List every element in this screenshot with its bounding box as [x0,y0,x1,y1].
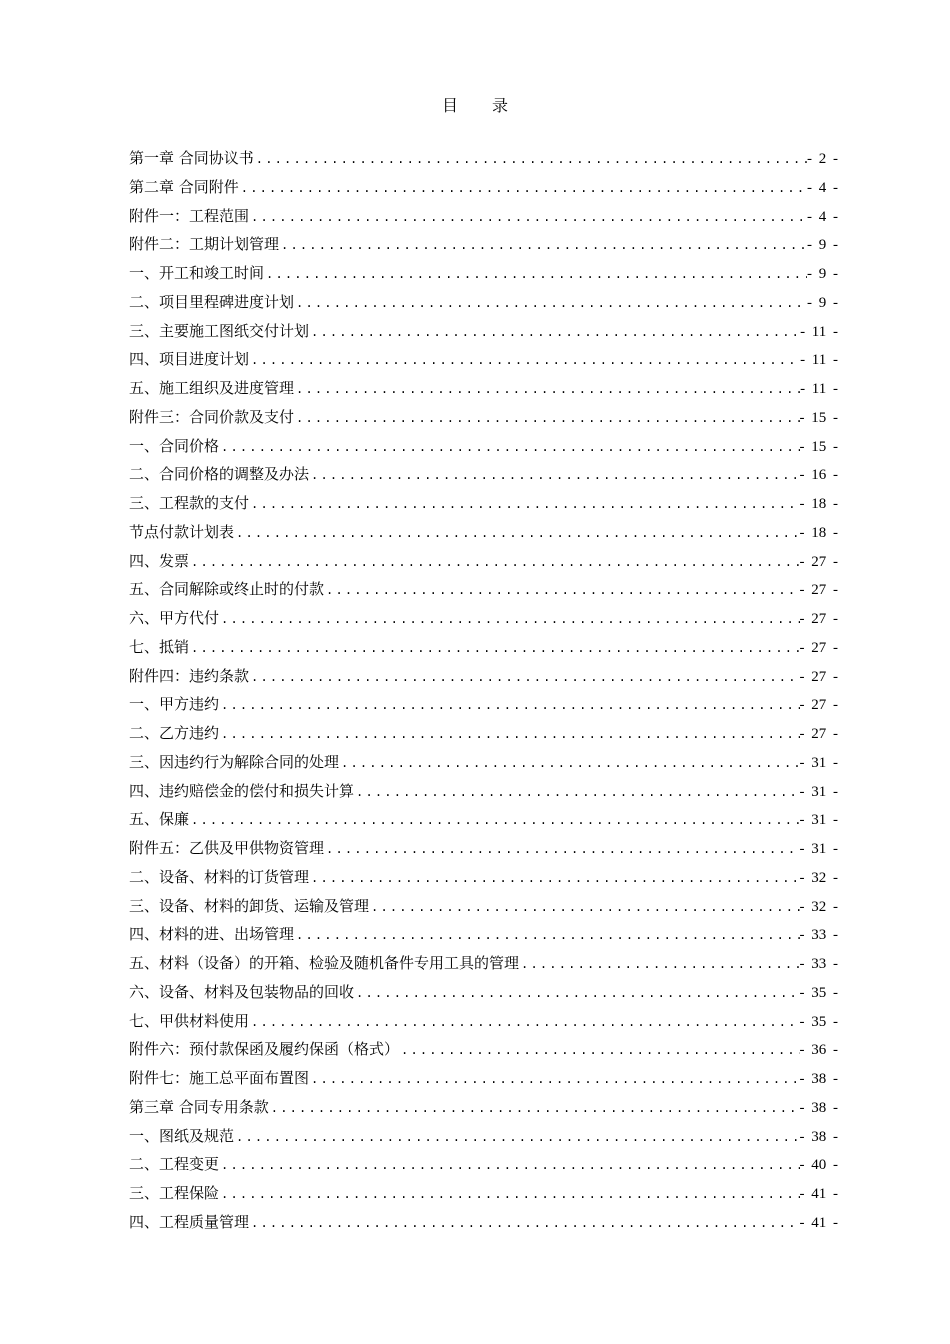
toc-entry-title: 二、项目里程碑进度计划 [129,292,295,311]
toc-dot-leader [294,404,799,432]
toc-entry-page-number: - 18 - [799,496,838,512]
toc-entry-page-number: - 2 - [807,151,838,167]
toc-entry-title: 三、工程保险 [129,1184,220,1202]
toc-entry[interactable] [129,1208,838,1237]
toc-dot-leader [249,203,807,231]
toc-entry[interactable] [129,259,838,288]
toc-entry-page-number: - 41 - [799,1214,838,1231]
toc-dot-leader [249,490,799,518]
toc-entry[interactable] [129,805,838,834]
toc-entry[interactable] [129,863,838,892]
toc-entry-page-number: - 27 - [799,726,838,742]
toc-dot-leader [239,174,807,202]
toc-dot-leader [219,605,799,633]
toc-entry-page-number: - 15 - [799,438,838,455]
toc-entry-title: 二、乙方违约 [129,724,220,742]
toc-entry-title: 一、开工和竣工时间 [129,264,265,282]
toc-entry[interactable] [129,978,838,1007]
toc-entry[interactable] [129,834,838,863]
toc-entry-page-number: - 35 - [799,984,838,1001]
toc-dot-leader [189,806,799,834]
toc-entry-title: 五、保廉 [129,810,190,829]
toc-entry[interactable] [129,1093,838,1122]
toc-entry-page-number: - 9 - [807,237,838,254]
toc-dot-leader [294,289,807,317]
toc-entry-title: 五、材料（设备）的开箱、检验及随机备件专用工具的管理 [129,954,520,972]
toc-entry[interactable] [129,719,838,748]
toc-dot-leader [309,461,799,489]
toc-entry[interactable] [129,317,838,346]
toc-entry-page-number: - 38 - [799,1071,838,1087]
toc-dot-leader [219,720,799,748]
toc-dot-leader [294,921,799,949]
toc-entry-page-number: - 27 - [799,668,838,685]
toc-entry-page-number: - 36 - [799,1042,838,1059]
toc-entry-title: 附件一：工程范围 [129,206,250,225]
toc-dot-leader [309,864,799,892]
toc-entry[interactable] [129,690,838,719]
toc-dot-leader [294,375,800,403]
toc-entry-title: 附件三：合同价款及支付 [129,407,295,426]
toc-entry[interactable] [129,777,838,806]
toc-entry-title: 六、甲方代付 [129,609,220,627]
toc-entry-title: 五、施工组织及进度管理 [129,379,295,397]
toc-entry-title: 一、合同价格 [129,436,220,455]
toc-entry-page-number: - 38 - [799,1099,838,1116]
toc-entry-page-number: - 11 - [800,352,838,369]
toc-entry-page-number: - 27 - [799,611,838,627]
toc-dot-leader [354,979,799,1007]
toc-entry-page-number: - 38 - [799,1128,838,1145]
toc-dot-leader [249,1008,799,1036]
toc-entry[interactable] [129,460,838,489]
toc-dot-leader [234,1123,799,1151]
toc-dot-leader [309,318,800,346]
toc-entry-page-number: - 18 - [799,524,838,541]
toc-entry-page-number: - 40 - [799,1157,838,1174]
toc-dot-leader [354,778,799,806]
toc-dot-leader [249,346,800,374]
toc-entry-page-number: - 32 - [799,898,838,915]
toc-entry[interactable] [129,230,838,259]
toc-dot-leader [254,145,807,173]
toc-entry-title: 三、主要施工图纸交付计划 [129,321,310,340]
toc-entry[interactable] [129,432,838,461]
toc-entry-page-number: - 9 - [807,294,838,311]
toc-dot-leader [324,835,799,863]
toc-title-part-2: 录 [492,96,509,115]
toc-entry[interactable] [129,1122,838,1151]
toc-dot-leader [309,1065,799,1093]
toc-entry-title: 附件四：违约条款 [129,666,250,685]
toc-entry-title: 一、图纸及规范 [129,1126,235,1145]
toc-entry-page-number: - 35 - [799,1013,838,1030]
toc-entry-title: 三、工程款的支付 [129,494,250,512]
toc-entry[interactable] [129,518,838,547]
toc-entry-title: 二、设备、材料的订货管理 [129,867,310,886]
toc-entry-page-number: - 27 - [799,553,838,570]
toc-entry-title: 节点付款计划表 [129,522,235,541]
toc-entry[interactable] [129,288,838,317]
toc-entry-page-number: - 31 - [799,812,838,829]
toc-dot-leader [279,231,807,259]
toc-dot-leader [219,1151,799,1179]
toc-entry-page-number: - 15 - [799,409,838,426]
toc-dot-leader [369,893,799,921]
toc-entry-title: 四、发票 [129,551,190,570]
toc-entry-page-number: - 4 - [807,208,838,225]
toc-list [129,144,838,1237]
toc-entry-page-number: - 27 - [799,582,838,599]
toc-entry[interactable] [129,949,838,978]
toc-entry-page-number: - 33 - [799,956,838,972]
toc-entry-page-number: - 11 - [800,381,838,397]
toc-entry-page-number: - 31 - [799,841,838,857]
toc-entry-title: 二、合同价格的调整及办法 [129,465,310,484]
toc-dot-leader [324,576,799,604]
toc-entry-page-number: - 41 - [799,1186,838,1202]
toc-dot-leader [219,1180,799,1208]
toc-entry-title: 四、项目进度计划 [129,350,250,369]
toc-entry-title: 四、违约赔偿金的偿付和损失计算 [129,781,355,800]
toc-entry-page-number: - 9 - [807,266,838,282]
toc-entry-title: 六、设备、材料及包装物品的回收 [129,982,355,1001]
toc-dot-leader [264,260,807,288]
toc-entry-title: 附件六：预付款保函及履约保函（格式） [129,1040,400,1059]
toc-entry[interactable] [129,1007,838,1036]
toc-entry-title: 二、工程变更 [129,1155,220,1174]
toc-title-part-1: 目 [441,96,458,115]
toc-entry-title: 第二章 合同附件 [129,177,239,196]
toc-entry-page-number: - 27 - [799,697,838,714]
toc-entry[interactable] [129,633,838,662]
toc-dot-leader [219,691,799,719]
toc-entry-title: 第一章 合同协议书 [129,149,254,167]
toc-entry-page-number: - 31 - [799,754,838,771]
toc-entry-title: 第三章 合同专用条款 [129,1097,269,1116]
toc-entry-page-number: - 4 - [807,179,838,196]
toc-dot-leader [189,634,799,662]
toc-entry-page-number: - 27 - [799,639,838,656]
toc-entry[interactable] [129,1035,838,1064]
toc-dot-leader [269,1094,800,1122]
toc-dot-leader [189,548,799,576]
toc-dot-leader [249,663,799,691]
toc-entry-title: 五、合同解除或终止时的付款 [129,580,325,599]
toc-entry-title: 附件二：工期计划管理 [129,235,280,254]
toc-entry-page-number: - 31 - [799,783,838,800]
toc-entry-page-number: - 32 - [799,869,838,886]
toc-entry-title: 四、工程质量管理 [129,1212,250,1231]
toc-entry-page-number: - 33 - [799,927,838,944]
toc-entry[interactable] [129,604,838,633]
toc-dot-leader [249,1209,799,1237]
toc-dot-leader [234,519,799,547]
toc-title [0,93,950,116]
toc-entry-page-number: - 16 - [799,467,838,484]
toc-entry[interactable] [129,489,838,518]
toc-entry[interactable] [129,144,838,173]
toc-dot-leader [399,1036,799,1064]
toc-entry-title: 附件七：施工总平面布置图 [129,1069,310,1087]
toc-dot-leader [339,749,799,777]
toc-entry[interactable] [129,1150,838,1179]
toc-entry-title: 七、抵销 [129,637,190,656]
toc-dot-leader [519,950,799,978]
toc-entry-title: 附件五：乙供及甲供物资管理 [129,839,325,857]
toc-entry-title: 三、设备、材料的卸货、运输及管理 [129,896,370,915]
toc-entry[interactable] [129,920,838,949]
toc-entry[interactable] [129,575,838,604]
toc-entry[interactable] [129,547,838,576]
toc-entry[interactable] [129,1179,838,1208]
toc-entry-title: 三、因违约行为解除合同的处理 [129,752,340,771]
toc-entry[interactable] [129,173,838,202]
toc-entry-title: 一、甲方违约 [129,695,220,714]
toc-entry-title: 四、材料的进、出场管理 [129,925,295,944]
toc-entry[interactable] [129,748,838,777]
toc-entry[interactable] [129,345,838,374]
toc-entry[interactable] [129,374,838,403]
toc-entry[interactable] [129,403,838,432]
toc-entry[interactable] [129,662,838,691]
toc-entry[interactable] [129,892,838,921]
toc-entry[interactable] [129,1064,838,1093]
toc-dot-leader [219,433,799,461]
toc-entry[interactable] [129,202,838,231]
toc-entry-page-number: - 11 - [800,323,838,340]
toc-entry-title: 七、甲供材料使用 [129,1011,250,1030]
